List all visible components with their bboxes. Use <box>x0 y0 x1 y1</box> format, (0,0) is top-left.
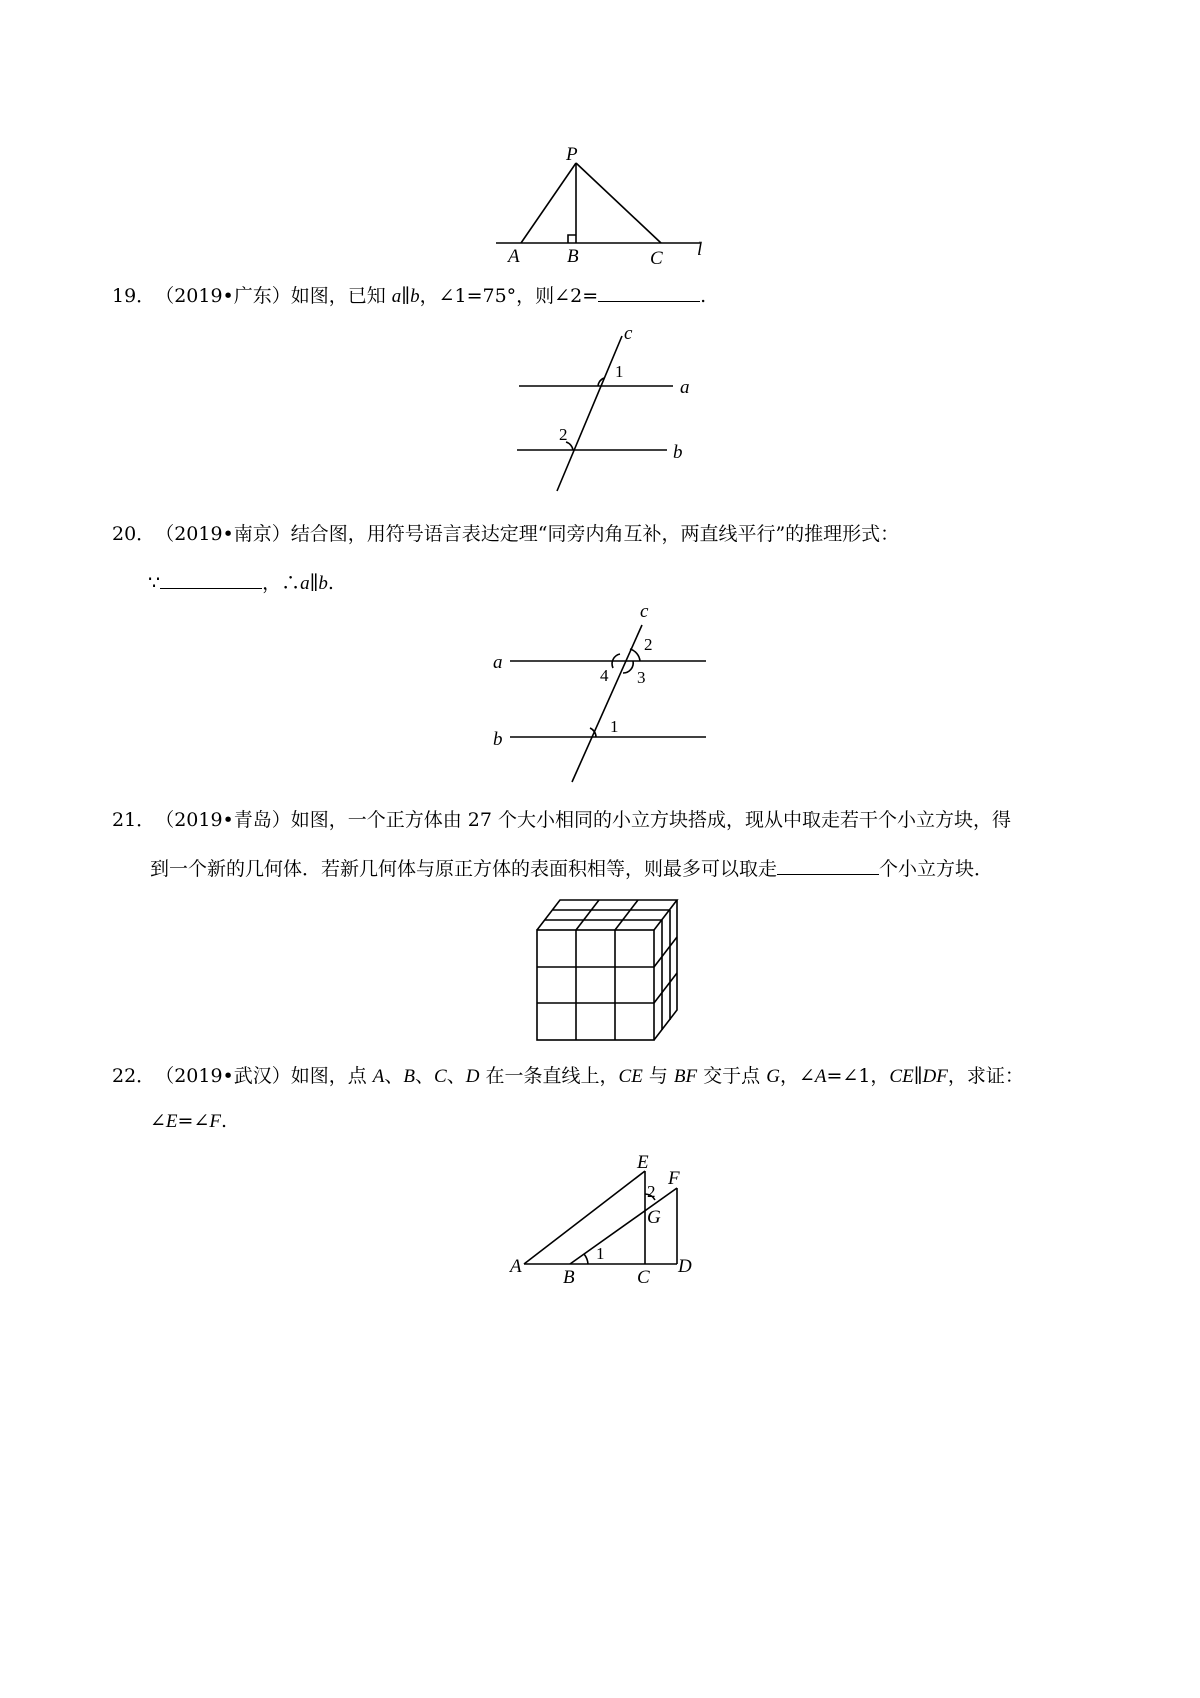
q22-D: D <box>465 1066 480 1087</box>
q22-l2c: . <box>220 1110 228 1132</box>
q22-t1: 如图，点 <box>290 1065 373 1087</box>
q20-because: ∵ <box>148 572 161 594</box>
q22-sep1: 、 <box>384 1065 404 1087</box>
q22-number: 22． <box>112 1065 156 1087</box>
q19-var-b: b <box>410 286 420 307</box>
label-B: B <box>567 246 579 267</box>
label-D: D <box>678 1256 692 1277</box>
q22-CE2: CE <box>889 1066 914 1087</box>
q22-l2a: ∠ <box>150 1110 166 1132</box>
q22-line-1 <box>112 1064 1024 1089</box>
q19-text-b: ，∠1=75°，则∠2= <box>419 285 599 307</box>
q20-var-b: b <box>318 573 328 594</box>
q20-line-1 <box>112 522 899 546</box>
label-E: E <box>637 1152 649 1173</box>
label-c: c <box>624 323 633 344</box>
q22-sep2: 、 <box>415 1065 435 1087</box>
q22-A2: A <box>814 1066 827 1087</box>
q22-A: A <box>372 1066 385 1087</box>
label-C: C <box>637 1267 650 1288</box>
angle-2-label: 2 <box>647 1182 656 1201</box>
q19-source: （2019•广东） <box>155 285 291 307</box>
q21-line1: 如图，一个正方体由 27 个大小相同的小立方块搭成，现从中取走若干个小立方块，得 <box>290 809 1012 831</box>
q21-answer-blank[interactable] <box>777 856 879 875</box>
q20-text: 结合图，用符号语言表达定理“同旁内角互补，两直线平行”的推理形式： <box>290 523 900 545</box>
q20-answer-blank[interactable] <box>160 570 262 589</box>
q22-E: E <box>165 1111 178 1132</box>
q19-answer-blank[interactable] <box>598 283 700 302</box>
label-c: c <box>640 601 649 622</box>
angle-1-label: 1 <box>615 362 624 381</box>
q22-t2: 在一条直线上， <box>479 1065 619 1087</box>
q20-var-a: a <box>300 573 310 594</box>
q21-line2-a: 到一个新的几何体．若新几何体与原正方体的表面积相等，则最多可以取走 <box>150 858 778 880</box>
q22-l2b: =∠ <box>177 1110 210 1132</box>
q20-source: （2019•南京） <box>155 523 291 545</box>
angle-2-label: 2 <box>559 425 568 444</box>
label-B: B <box>563 1267 575 1288</box>
q19-line <box>112 283 706 309</box>
q20-parallel: ∥ <box>309 572 319 594</box>
q22-B: B <box>403 1066 416 1087</box>
label-b: b <box>673 442 683 463</box>
q21-number: 21． <box>112 809 156 831</box>
angle-4-label: 4 <box>600 666 609 685</box>
q22-BF: BF <box>673 1066 698 1087</box>
q22-CE: CE <box>618 1066 643 1087</box>
q20-end: . <box>327 572 334 594</box>
q22-t6: =∠1， <box>826 1065 890 1087</box>
q19-var-a: a <box>391 286 402 307</box>
label-a: a <box>493 652 503 673</box>
q22-DF: DF <box>922 1066 948 1087</box>
angle-2-label: 2 <box>644 635 653 654</box>
angle-1-label: 1 <box>610 717 619 736</box>
label-F: F <box>668 1168 680 1189</box>
q22-t4: 交于点 <box>697 1065 767 1087</box>
angle-3-label: 3 <box>637 668 646 687</box>
q22-parallel: ∥ <box>913 1065 923 1087</box>
q22-source: （2019•武汉） <box>155 1065 291 1087</box>
q21-line-1 <box>112 808 1011 832</box>
q22-line-2 <box>150 1109 227 1134</box>
q22-t3: 与 <box>642 1065 674 1087</box>
q19-end: . <box>700 285 707 307</box>
label-A: A <box>510 1256 522 1277</box>
label-G: G <box>647 1207 661 1228</box>
label-l: l <box>697 239 703 260</box>
angle-1-label: 1 <box>596 1244 605 1263</box>
label-a: a <box>680 377 690 398</box>
label-P: P <box>566 144 578 165</box>
q19-text-a: 如图，已知 <box>290 285 392 307</box>
q22-C: C <box>434 1066 447 1087</box>
q22-G: G <box>766 1066 780 1087</box>
label-A: A <box>508 246 520 267</box>
q20-number: 20． <box>112 523 156 545</box>
label-C: C <box>650 248 663 269</box>
q21-line2-b: 个小立方块． <box>879 858 994 880</box>
q22-sep3: 、 <box>446 1065 466 1087</box>
label-b: b <box>493 729 503 750</box>
q21-line-2 <box>150 856 993 881</box>
q20-line-2 <box>148 570 334 596</box>
q21-source: （2019•青岛） <box>155 809 291 831</box>
q22-t7: ，求证： <box>947 1065 1024 1087</box>
q22-F: F <box>209 1111 221 1132</box>
q19-number: 19． <box>112 285 156 307</box>
q19-parallel: ∥ <box>401 285 411 307</box>
q20-therefore: ，∴ <box>262 572 301 594</box>
q22-t5: ，∠ <box>779 1065 815 1087</box>
